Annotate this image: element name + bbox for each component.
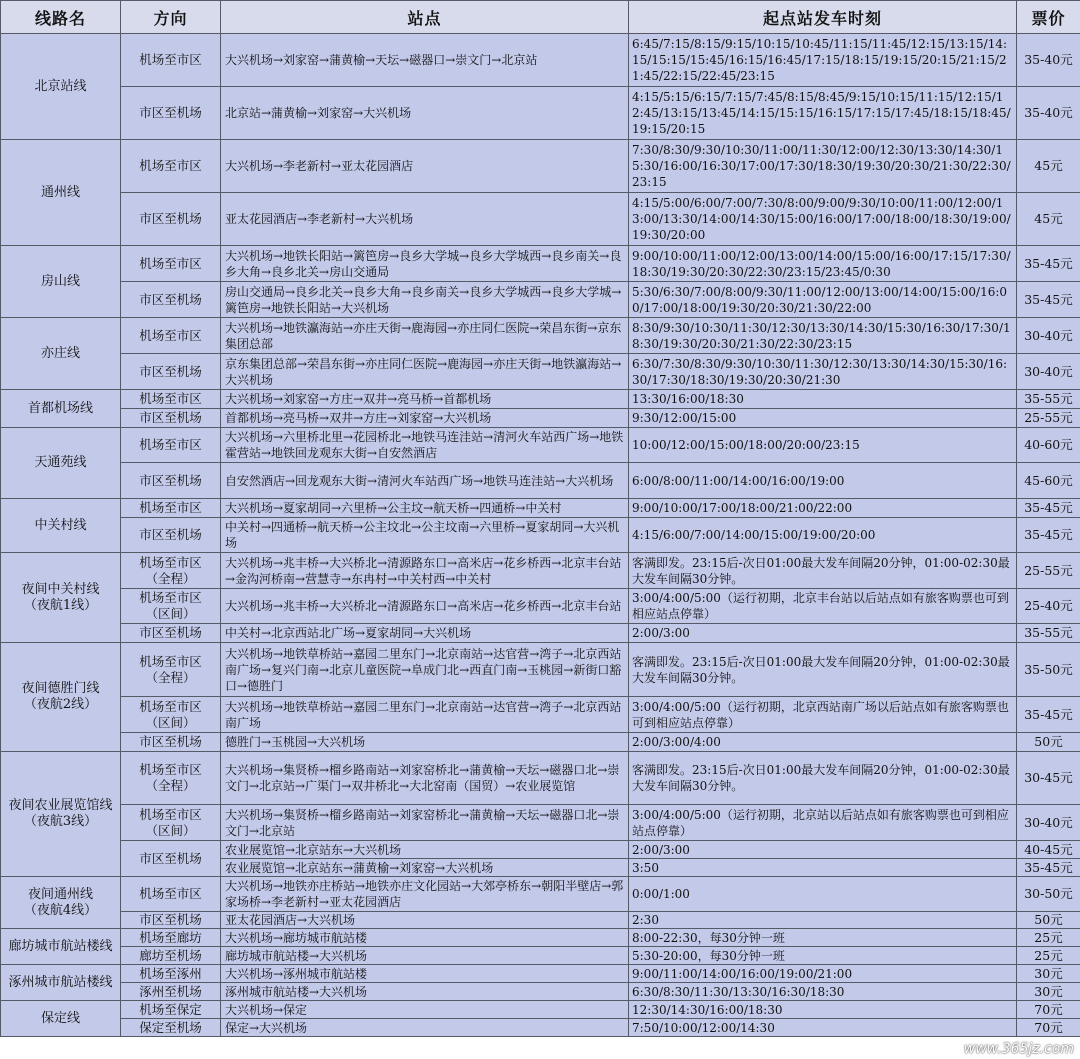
- price-cell: 30元: [1017, 983, 1080, 1001]
- stations-cell: 大兴机场→集贤桥→榴乡路南站→刘家窑桥北→蒲黄榆→天坛→磁器口北→崇文门→北京站→广渠门→双井桥北→大北窑南（国贸）→农业展览馆: [221, 752, 629, 805]
- departure-times-cell: 4:15/5:00/6:00/7:00/7:30/8:00/9:00/9:30/10:00/11:00/12:00/13:00/13:30/14:00/14:30/15:00/16:00/17:00/18:00/18:30/19:00/19:30/20:00: [629, 193, 1017, 246]
- price-cell: 40-45元: [1017, 841, 1080, 859]
- stations-cell: 首都机场→亮马桥→双井→方庄→刘家窑→大兴机场: [221, 409, 629, 428]
- table-row: [1, 733, 1080, 752]
- table-row: [1, 841, 1080, 859]
- price-cell: 50元: [1017, 733, 1080, 752]
- header-line-name: 线路名: [1, 1, 121, 34]
- direction-cell: 机场至市区 （全程）: [121, 752, 221, 805]
- table-row: [1, 193, 1080, 246]
- stations-cell: 大兴机场→保定: [221, 1001, 629, 1019]
- direction-cell: 机场至保定: [121, 1001, 221, 1019]
- direction-cell: 机场至市区: [121, 140, 221, 193]
- price-cell: 35-45元: [1017, 499, 1080, 518]
- stations-cell: 大兴机场→涿州城市航站楼: [221, 965, 629, 983]
- stations-cell: 大兴机场→地铁草桥站→嘉园二里东门→北京南站→达官营→湾子→北京西站南广场→复兴门南→北京儿童医院→阜成门北→西直门南→玉桃园→新街口豁口→德胜门: [221, 643, 629, 697]
- table-row: [1, 947, 1080, 965]
- direction-cell: 机场至市区 （全程）: [121, 553, 221, 589]
- stations-cell: 大兴机场→地铁瀛海站→亦庄天街→鹿海园→亦庄同仁医院→荣昌东街→京东集团总部: [221, 318, 629, 354]
- stations-cell: 大兴机场→夏家胡同→六里桥→公主坟→航天桥→四通桥→中关村: [221, 499, 629, 518]
- direction-cell: 市区至机场: [121, 409, 221, 428]
- route-name: 房山线: [1, 246, 121, 318]
- stations-cell: 大兴机场→兆丰桥→大兴桥北→清源路东口→高米店→花乡桥西→北京丰台站: [221, 589, 629, 624]
- departure-times-cell: 3:00/4:00/5:00（运行初期，北京站以后站点如有旅客购票也可到相应站点停靠）: [629, 805, 1017, 841]
- departure-times-cell: 4:15/6:00/7:00/14:00/15:00/19:00/20:00: [629, 518, 1017, 553]
- direction-cell: 机场至市区: [121, 877, 221, 912]
- price-cell: 30-50元: [1017, 877, 1080, 912]
- route-name: 天通苑线: [1, 428, 121, 499]
- table-row: [1, 34, 1080, 87]
- stations-cell: 自安然酒店→回龙观东大街→清河火车站西广场→地铁马连洼站→大兴机场: [221, 463, 629, 499]
- schedule-body: [1, 34, 1080, 1037]
- departure-times-cell: 12:30/14:30/16:00/18:30: [629, 1001, 1017, 1019]
- price-cell: 30-40元: [1017, 805, 1080, 841]
- stations-cell: 亚太花园酒店→大兴机场: [221, 912, 629, 929]
- route-name: 夜间中关村线 （夜航1线）: [1, 553, 121, 643]
- route-name: 亦庄线: [1, 318, 121, 390]
- table-row: [1, 282, 1080, 318]
- table-row: [1, 752, 1080, 805]
- table-row: [1, 318, 1080, 354]
- route-name: 北京站线: [1, 34, 121, 140]
- direction-cell: 机场至市区: [121, 34, 221, 87]
- direction-cell: 机场至市区 （全程）: [121, 643, 221, 697]
- direction-cell: 市区至机场: [121, 354, 221, 390]
- table-row: [1, 246, 1080, 282]
- table-row: [1, 518, 1080, 553]
- header-departure-times: 起点站发车时刻: [629, 1, 1017, 34]
- direction-cell: 廊坊至机场: [121, 947, 221, 965]
- table-row: [1, 805, 1080, 841]
- price-cell: 25-55元: [1017, 409, 1080, 428]
- table-row: [1, 929, 1080, 947]
- table-row: [1, 499, 1080, 518]
- stations-cell: 大兴机场→廊坊城市航站楼: [221, 929, 629, 947]
- direction-cell: 机场至市区 （区间）: [121, 805, 221, 841]
- departure-times-cell: 9:00/11:00/14:00/16:00/19:00/21:00: [629, 965, 1017, 983]
- direction-cell: 机场至廊坊: [121, 929, 221, 947]
- table-row: [1, 553, 1080, 589]
- departure-times-cell: 8:30/9:30/10:30/11:30/12:30/13:30/14:30/15:30/16:30/17:30/18:30/19:30/20:30/21:30/22:30/23:15: [629, 318, 1017, 354]
- direction-cell: 机场至市区: [121, 499, 221, 518]
- route-name: 中关村线: [1, 499, 121, 553]
- watermark: www.365jz.com: [963, 1041, 1074, 1057]
- stations-cell: 大兴机场→地铁亦庄桥站→地铁亦庄文化园站→大郊亭桥东→朝阳半壁店→郭家场桥→李老新村→亚太花园酒店: [221, 877, 629, 912]
- departure-times-cell: 7:50/10:00/12:00/14:30: [629, 1019, 1017, 1037]
- stations-cell: 德胜门→玉桃园→大兴机场: [221, 733, 629, 752]
- stations-cell: 大兴机场→兆丰桥→大兴桥北→清源路东口→高米店→花乡桥西→北京丰台站→金沟河桥南→营慧寺→东冉村→中关村西→中关村: [221, 553, 629, 589]
- departure-times-cell: 0:00/1:00: [629, 877, 1017, 912]
- price-cell: 45元: [1017, 140, 1080, 193]
- direction-cell: 市区至机场: [121, 87, 221, 140]
- header-row: [1, 1, 1080, 34]
- stations-cell: 北京站→蒲黄榆→刘家窑→大兴机场: [221, 87, 629, 140]
- stations-cell: 房山交通局→良乡北关→良乡大角→良乡南关→良乡大学城西→良乡大学城→篱笆房→地铁长阳站→大兴机场: [221, 282, 629, 318]
- route-name: 保定线: [1, 1001, 121, 1037]
- departure-times-cell: 13:30/16:00/18:30: [629, 390, 1017, 409]
- price-cell: 70元: [1017, 1001, 1080, 1019]
- route-name: 夜间德胜门线 （夜航2线）: [1, 643, 121, 752]
- direction-cell: 市区至机场: [121, 624, 221, 643]
- direction-cell: 机场至涿州: [121, 965, 221, 983]
- stations-cell: 涿州城市航站楼→大兴机场: [221, 983, 629, 1001]
- price-cell: 45-60元: [1017, 463, 1080, 499]
- direction-cell: 机场至市区: [121, 390, 221, 409]
- price-cell: 30元: [1017, 965, 1080, 983]
- departure-times-cell: 4:15/5:15/6:15/7:15/7:45/8:15/8:45/9:15/10:15/11:15/12:15/12:45/13:15/13:45/14:15/15:15/16:15/17:15/17:45/18:15/18:45/19:15/20:15: [629, 87, 1017, 140]
- price-cell: 25元: [1017, 929, 1080, 947]
- route-name: 涿州城市航站楼线: [1, 965, 121, 1001]
- table-row: [1, 1001, 1080, 1019]
- stations-cell: 大兴机场→刘家窑→方庄→双井→亮马桥→首都机场: [221, 390, 629, 409]
- departure-times-cell: 6:00/8:00/11:00/14:00/16:00/19:00: [629, 463, 1017, 499]
- table-row: [1, 409, 1080, 428]
- departure-times-cell: 2:30: [629, 912, 1017, 929]
- price-cell: 30-45元: [1017, 752, 1080, 805]
- departure-times-cell: 3:50: [629, 859, 1017, 877]
- price-cell: 25元: [1017, 947, 1080, 965]
- header-stations: 站点: [221, 1, 629, 34]
- table-row: [1, 589, 1080, 624]
- departure-times-cell: 9:00/10:00/17:00/18:00/21:00/22:00: [629, 499, 1017, 518]
- table-row: [1, 463, 1080, 499]
- stations-cell: 大兴机场→刘家窑→蒲黄榆→天坛→磁器口→崇文门→北京站: [221, 34, 629, 87]
- direction-cell: 保定至机场: [121, 1019, 221, 1037]
- stations-cell: 大兴机场→地铁草桥站→嘉园二里东门→北京南站→达官营→湾子→北京西站南广场: [221, 697, 629, 733]
- table-row: [1, 643, 1080, 697]
- stations-cell: 大兴机场→六里桥北里→花园桥北→地铁马连洼站→清河火车站西广场→地铁霍营站→地铁回龙观东大街→自安然酒店: [221, 428, 629, 463]
- departure-times-cell: 6:30/8:30/11:30/13:30/16:30/18:30: [629, 983, 1017, 1001]
- departure-times-cell: 9:30/12:00/15:00: [629, 409, 1017, 428]
- direction-cell: 市区至机场: [121, 912, 221, 929]
- table-row: [1, 390, 1080, 409]
- price-cell: 35-55元: [1017, 390, 1080, 409]
- price-cell: 30-40元: [1017, 354, 1080, 390]
- price-cell: 35-40元: [1017, 87, 1080, 140]
- route-name: 夜间通州线 （夜航4线）: [1, 877, 121, 929]
- price-cell: 70元: [1017, 1019, 1080, 1037]
- departure-times-cell: 6:45/7:15/8:15/9:15/10:15/10:45/11:15/11:45/12:15/13:15/14:15/15:15/15:45/16:15/16:45/17:15/18:15/19:15/20:15/21:15/21:45/22:15/22:45/23:15: [629, 34, 1017, 87]
- stations-cell: 保定→大兴机场: [221, 1019, 629, 1037]
- table-row: [1, 983, 1080, 1001]
- direction-cell: 市区至机场: [121, 518, 221, 553]
- price-cell: 25-40元: [1017, 589, 1080, 624]
- stations-cell: 亚太花园酒店→李老新村→大兴机场: [221, 193, 629, 246]
- stations-cell: 大兴机场→李老新村→亚太花园酒店: [221, 140, 629, 193]
- direction-cell: 机场至市区: [121, 428, 221, 463]
- price-cell: 35-45元: [1017, 859, 1080, 877]
- stations-cell: 京东集团总部→荣昌东街→亦庄同仁医院→鹿海园→亦庄天街→地铁瀛海站→大兴机场: [221, 354, 629, 390]
- departure-times-cell: 10:00/12:00/15:00/18:00/20:00/23:15: [629, 428, 1017, 463]
- departure-times-cell: 6:30/7:30/8:30/9:30/10:30/11:30/12:30/13:30/14:30/15:30/16:30/17:30/18:30/19:30/20:30/21:30: [629, 354, 1017, 390]
- departure-times-cell: 3:00/4:00/5:00（运行初期，北京西站南广场以后站点如有旅客购票也可到相应站点停靠）: [629, 697, 1017, 733]
- route-name: 首都机场线: [1, 390, 121, 428]
- price-cell: 35-55元: [1017, 624, 1080, 643]
- table-row: [1, 1019, 1080, 1037]
- direction-cell: 市区至机场: [121, 463, 221, 499]
- table-row: [1, 428, 1080, 463]
- stations-cell: 中关村→北京西站北广场→夏家胡同→大兴机场: [221, 624, 629, 643]
- direction-cell: 机场至市区: [121, 246, 221, 282]
- price-cell: 40-60元: [1017, 428, 1080, 463]
- table-row: [1, 877, 1080, 912]
- header-price: 票价: [1017, 1, 1080, 34]
- stations-cell: 大兴机场→地铁长阳站→篱笆房→良乡大学城→良乡大学城西→良乡南关→良乡大角→良乡北关→房山交通局: [221, 246, 629, 282]
- price-cell: 25-55元: [1017, 553, 1080, 589]
- departure-times-cell: 2:00/3:00/4:00: [629, 733, 1017, 752]
- departure-times-cell: 5:30/6:30/7:00/8:00/9:30/11:00/12:00/13:00/14:00/15:00/16:00/17:00/18:00/19:30/20:30/21:30/22:00: [629, 282, 1017, 318]
- direction-cell: 机场至市区 （区间）: [121, 589, 221, 624]
- table-row: [1, 87, 1080, 140]
- direction-cell: 市区至机场: [121, 733, 221, 752]
- departure-times-cell: 客满即发。23:15后-次日01:00最大发车间隔20分钟，01:00-02:30最大发车间隔30分钟。: [629, 752, 1017, 805]
- price-cell: 35-45元: [1017, 282, 1080, 318]
- stations-cell: 廊坊城市航站楼→大兴机场: [221, 947, 629, 965]
- table-row: [1, 965, 1080, 983]
- table-row: [1, 697, 1080, 733]
- departure-times-cell: 2:00/3:00: [629, 624, 1017, 643]
- route-name: 通州线: [1, 140, 121, 246]
- price-cell: 45元: [1017, 193, 1080, 246]
- departure-times-cell: 5:30-20:00，每30分钟一班: [629, 947, 1017, 965]
- direction-cell: 市区至机场: [121, 841, 221, 877]
- departure-times-cell: 2:00/3:00: [629, 841, 1017, 859]
- price-cell: 35-50元: [1017, 643, 1080, 697]
- departure-times-cell: 客满即发。23:15后-次日01:00最大发车间隔20分钟，01:00-02:30最大发车间隔30分钟。: [629, 643, 1017, 697]
- stations-cell: 大兴机场→集贤桥→榴乡路南站→刘家窑桥北→蒲黄榆→天坛→磁器口北→崇文门→北京站: [221, 805, 629, 841]
- departure-times-cell: 3:00/4:00/5:00（运行初期，北京丰台站以后站点如有旅客购票也可到相应站点停靠）: [629, 589, 1017, 624]
- direction-cell: 市区至机场: [121, 282, 221, 318]
- table-row: [1, 912, 1080, 929]
- route-name: 夜间农业展览馆线 （夜航3线）: [1, 752, 121, 877]
- price-cell: 50元: [1017, 912, 1080, 929]
- price-cell: 35-40元: [1017, 34, 1080, 87]
- departure-times-cell: 8:00-22:30，每30分钟一班: [629, 929, 1017, 947]
- direction-cell: 涿州至机场: [121, 983, 221, 1001]
- route-name: 廊坊城市航站楼线: [1, 929, 121, 965]
- price-cell: 30-40元: [1017, 318, 1080, 354]
- price-cell: 35-45元: [1017, 518, 1080, 553]
- price-cell: 35-45元: [1017, 246, 1080, 282]
- price-cell: 35-45元: [1017, 697, 1080, 733]
- direction-cell: 机场至市区: [121, 318, 221, 354]
- header-direction: 方向: [121, 1, 221, 34]
- direction-cell: 机场至市区 （区间）: [121, 697, 221, 733]
- departure-times-cell: 7:30/8:30/9:30/10:30/11:00/11:30/12:00/12:30/13:30/14:30/15:30/16:00/16:30/17:00/17:30/18:30/19:30/20:30/21:30/22:30/23:15: [629, 140, 1017, 193]
- direction-cell: 市区至机场: [121, 193, 221, 246]
- stations-cell: 中关村→四通桥→航天桥→公主坟北→公主坟南→六里桥→夏家胡同→大兴机场: [221, 518, 629, 553]
- table-row: [1, 624, 1080, 643]
- departure-times-cell: 客满即发。23:15后-次日01:00最大发车间隔20分钟，01:00-02:30最大发车间隔30分钟。: [629, 553, 1017, 589]
- departure-times-cell: 9:00/10:00/11:00/12:00/13:00/14:00/15:00/16:00/17:15/17:30/18:30/19:30/20:30/22:30/23:15/23:45/0:30: [629, 246, 1017, 282]
- stations-cell: 农业展览馆→北京站东→大兴机场: [221, 841, 629, 859]
- table-row: [1, 140, 1080, 193]
- stations-cell: 农业展览馆→北京站东→蒲黄榆→刘家窑→大兴机场: [221, 859, 629, 877]
- table-row: [1, 354, 1080, 390]
